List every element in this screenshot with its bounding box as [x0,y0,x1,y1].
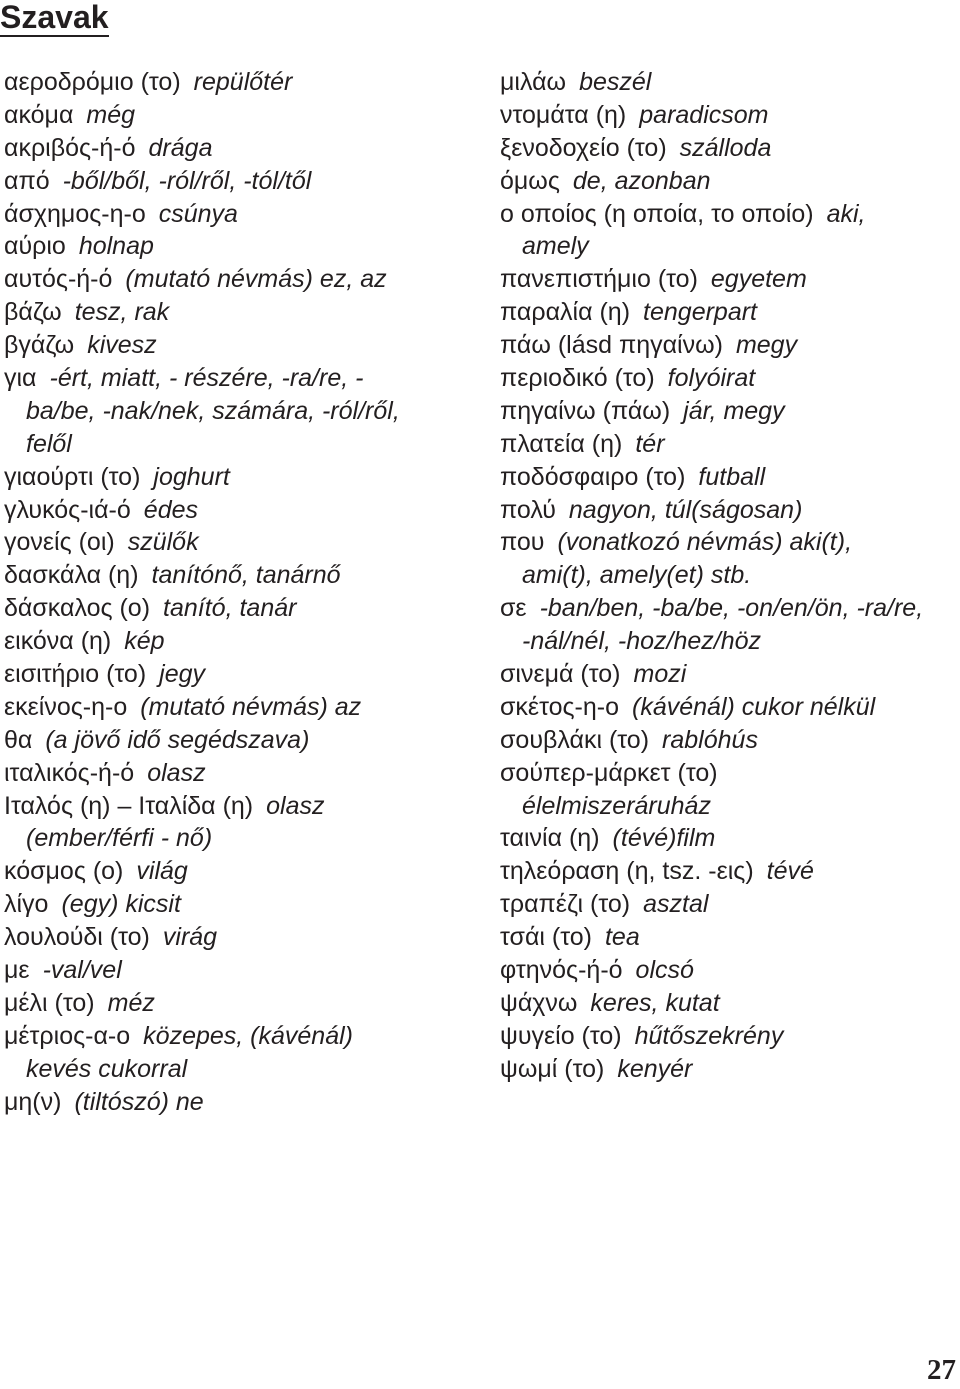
hungarian-translation: kenyér [617,1054,693,1083]
hungarian-translation: édes [143,495,199,524]
vocabulary-entry [500,230,955,263]
hungarian-translation: de, azonban [572,166,711,195]
hungarian-translation: egyetem [710,265,807,294]
greek-term: μιλάω [500,68,567,96]
greek-term: πάω (lásd πηγαίνω) [500,331,723,360]
greek-term: που [500,528,545,557]
greek-term: σινεμά (το) [500,660,621,689]
hungarian-translation: olasz [266,791,325,820]
greek-term: ξενοδοχείο (το) [500,133,667,162]
vocabulary-entry [500,888,955,921]
hungarian-translation: folyóirat [667,364,756,393]
vocabulary-entry [500,362,955,395]
hungarian-translation: jegy [159,660,206,689]
vocabulary-entry [4,822,474,855]
hungarian-translation: tér [635,429,665,458]
vocabulary-entry [4,165,474,198]
vocabulary-entry [4,625,474,658]
vocabulary-entry [500,526,955,559]
hungarian-translation: tesz, rak [74,298,170,327]
greek-term: ψάχνω [500,988,578,1017]
greek-term: σε [500,594,527,623]
vocabulary-entry [4,987,474,1020]
vocabulary-entry [4,362,474,395]
page-number: 27 [927,1354,956,1386]
vocabulary-entry [4,263,474,296]
vocabulary-entry [500,99,955,132]
greek-term: από [4,166,50,195]
hungarian-translation: felől [26,429,72,458]
greek-term: γλυκός-ιά-ό [4,495,131,524]
hungarian-translation: tévé [766,857,814,886]
vocabulary-entry [4,921,474,954]
hungarian-translation: -ban/ben, -ba/be, -on/en/ön, -ra/re, [539,594,924,623]
hungarian-translation: -val/vel [42,956,122,985]
hungarian-translation: -ért, miatt, - részére, -ra/re, - [49,364,364,393]
vocabulary-entry [4,691,474,724]
hungarian-translation: (a jövő idő segédszava) [45,725,310,754]
greek-term: ντομάτα (η) [500,100,627,129]
greek-term: ψωμί (το) [500,1054,605,1083]
greek-term: λουλούδι (το) [4,923,150,952]
hungarian-translation: olasz [147,758,206,787]
vocabulary-entry [500,954,955,987]
vocabulary-entry [500,263,955,296]
greek-term: για [4,364,37,393]
vocabulary-entry [500,198,955,231]
greek-term: εκείνος-η-ο [4,692,128,721]
vocabulary-entry [4,395,474,428]
hungarian-translation: méz [107,988,155,1017]
hungarian-translation: hűtőszekrény [634,1021,784,1050]
vocabulary-entry [500,691,955,724]
vocabulary-entry [4,1053,474,1086]
greek-term: γονείς (οι) [4,528,115,557]
vocabulary-entry [500,296,955,329]
greek-term: βγάζω [4,331,75,360]
greek-term: τραπέζι (το) [500,890,631,919]
greek-term: ακριβός-ή-ό [4,133,136,162]
hungarian-translation: (mutató névmás) az [140,692,362,721]
greek-term: πλατεία (η) [500,429,623,458]
greek-term: ιταλικός-ή-ό [4,758,135,787]
hungarian-translation: keres, kutat [590,988,720,1017]
hungarian-translation: kivesz [87,331,157,360]
hungarian-translation: rablóhús [662,725,758,754]
greek-term: όμως [500,166,560,195]
greek-term: αεροδρόμιο (το) [4,68,181,96]
hungarian-translation: holnap [78,232,154,261]
vocabulary-entry [4,428,474,461]
hungarian-translation: beszél [579,68,652,96]
greek-term: ο οποίος (η οποία, το οποίο) [500,199,814,228]
greek-term: ποδόσφαιρο (το) [500,462,686,491]
vocabulary-entry [4,526,474,559]
greek-term: περιοδικό (το) [500,364,655,393]
greek-term: με [4,956,30,985]
hungarian-translation: megy [735,331,798,360]
vocabulary-entry [4,494,474,527]
vocabulary-entry [4,461,474,494]
greek-term: πανεπιστήμιο (το) [500,265,698,294]
hungarian-translation: (vonatkozó névmás) aki(t), [557,528,853,557]
hungarian-translation: kevés cukorral [26,1054,188,1083]
vocabulary-entry [4,855,474,888]
greek-term: σκέτος-η-ο [500,692,620,721]
hungarian-translation: közepes, (kávénál) [143,1021,353,1050]
greek-term: μη(ν) [4,1087,62,1116]
vocabulary-entry [500,165,955,198]
greek-term: ακόμα [4,100,74,129]
vocabulary-entry [4,1086,474,1119]
vocabulary-entry [4,99,474,132]
hungarian-translation: drága [148,133,213,162]
vocabulary-entry [4,198,474,231]
vocabulary-entry [500,987,955,1020]
greek-term: πηγαίνω (πάω) [500,396,671,425]
vocabulary-entry [500,855,955,888]
hungarian-translation: (egy) kicsit [61,890,181,919]
hungarian-translation: csúnya [158,199,238,228]
hungarian-translation: szálloda [679,133,772,162]
hungarian-translation: paradicsom [639,100,769,129]
hungarian-translation: virág [162,923,218,952]
vocabulary-entry [4,230,474,263]
vocabulary-entry [4,559,474,592]
greek-term: τηλεόραση (η, tsz. -εις) [500,857,754,886]
vocabulary-entry [4,132,474,165]
hungarian-translation: világ [136,857,188,886]
greek-term: τσάι (το) [500,923,592,952]
vocabulary-entry [500,461,955,494]
vocabulary-entry [500,592,955,625]
hungarian-translation: tanító, tanár [163,594,297,623]
hungarian-translation: (kávénál) cukor nélkül [632,692,876,721]
greek-term: αυτός-ή-ό [4,265,113,294]
vocabulary-entry [500,1053,955,1086]
vocabulary-column-left [4,66,474,1119]
vocabulary-entry [500,724,955,757]
greek-term: παραλία (η) [500,298,631,327]
hungarian-translation: szülők [127,528,199,557]
greek-term: εικόνα (η) [4,627,112,656]
vocabulary-entry [4,724,474,757]
hungarian-translation: ami(t), amely(et) stb. [522,561,752,590]
hungarian-translation: -nál/nél, -hoz/hez/höz [522,627,762,656]
vocabulary-entry [500,66,955,99]
greek-term: γιαούρτι (το) [4,462,141,491]
vocabulary-entry [500,658,955,691]
vocabulary-entry [500,428,955,461]
page-title: Szavak [0,0,109,35]
greek-term: βάζω [4,298,62,327]
hungarian-translation: olcsó [635,956,694,985]
hungarian-translation: tengerpart [643,298,757,327]
vocabulary-entry [4,888,474,921]
greek-term: σουβλάκι (το) [500,725,650,754]
hungarian-translation: (ember/férfi - nő) [26,824,213,853]
greek-term: σούπερ-μάρκετ (το) [500,758,718,787]
hungarian-translation: futball [698,462,766,491]
vocabulary-entry [500,132,955,165]
hungarian-translation: tea [604,923,640,952]
vocabulary-entry [500,559,955,592]
greek-term: ταινία (η) [500,824,600,853]
greek-term: αύριο [4,232,66,261]
greek-term: λίγο [4,890,49,919]
vocabulary-entry [4,757,474,790]
vocabulary-entry [4,790,474,823]
hungarian-translation: amely [522,232,589,261]
hungarian-translation: mozi [633,660,687,689]
greek-term: δάσκαλος (ο) [4,594,151,623]
vocabulary-entry [500,757,955,790]
vocabulary-entry [4,66,474,99]
hungarian-translation: jár, megy [683,396,785,425]
vocabulary-entry [500,921,955,954]
hungarian-translation: (tévé)film [612,824,716,853]
vocabulary-entry [4,329,474,362]
vocabulary-entry [500,395,955,428]
greek-term: Ιταλός (η) – Ιταλίδα (η) [4,791,254,820]
hungarian-translation: asztal [643,890,709,919]
hungarian-translation: (mutató névmás) ez, az [125,265,387,294]
hungarian-translation: még [86,100,136,129]
hungarian-translation: (tiltószó) ne [74,1087,204,1116]
greek-term: μέλι (το) [4,988,95,1017]
hungarian-translation: repülőtér [193,68,293,96]
greek-term: πολύ [500,495,556,524]
vocabulary-entry [500,625,955,658]
vocabulary-entry [500,790,955,823]
greek-term: θα [4,725,33,754]
hungarian-translation: nagyon, túl(ságosan) [568,495,803,524]
hungarian-translation: kép [124,627,165,656]
vocabulary-entry [4,954,474,987]
vocabulary-entry [4,296,474,329]
hungarian-translation: élelmiszeráruház [522,791,711,820]
greek-term: κόσμος (ο) [4,857,124,886]
hungarian-translation: aki, [826,199,866,228]
hungarian-translation: ba/be, -nak/nek, számára, -ról/ről, [26,396,400,425]
vocabulary-column-right [500,66,955,1086]
vocabulary-entry [500,1020,955,1053]
vocabulary-entry [4,1020,474,1053]
vocabulary-entry [500,329,955,362]
greek-term: δασκάλα (η) [4,561,139,590]
greek-term: άσχημος-η-ο [4,199,146,228]
vocabulary-entry [500,494,955,527]
greek-term: φτηνός-ή-ό [500,956,623,985]
hungarian-translation: joghurt [153,462,230,491]
vocabulary-entry [4,592,474,625]
greek-term: ψυγείο (το) [500,1021,622,1050]
hungarian-translation: -ből/ből, -ról/ről, -tól/től [62,166,312,195]
vocabulary-entry [4,658,474,691]
hungarian-translation: tanítónő, tanárnő [151,561,341,590]
vocabulary-entry [500,822,955,855]
greek-term: μέτριος-α-ο [4,1021,131,1050]
greek-term: εισιτήριο (το) [4,660,147,689]
